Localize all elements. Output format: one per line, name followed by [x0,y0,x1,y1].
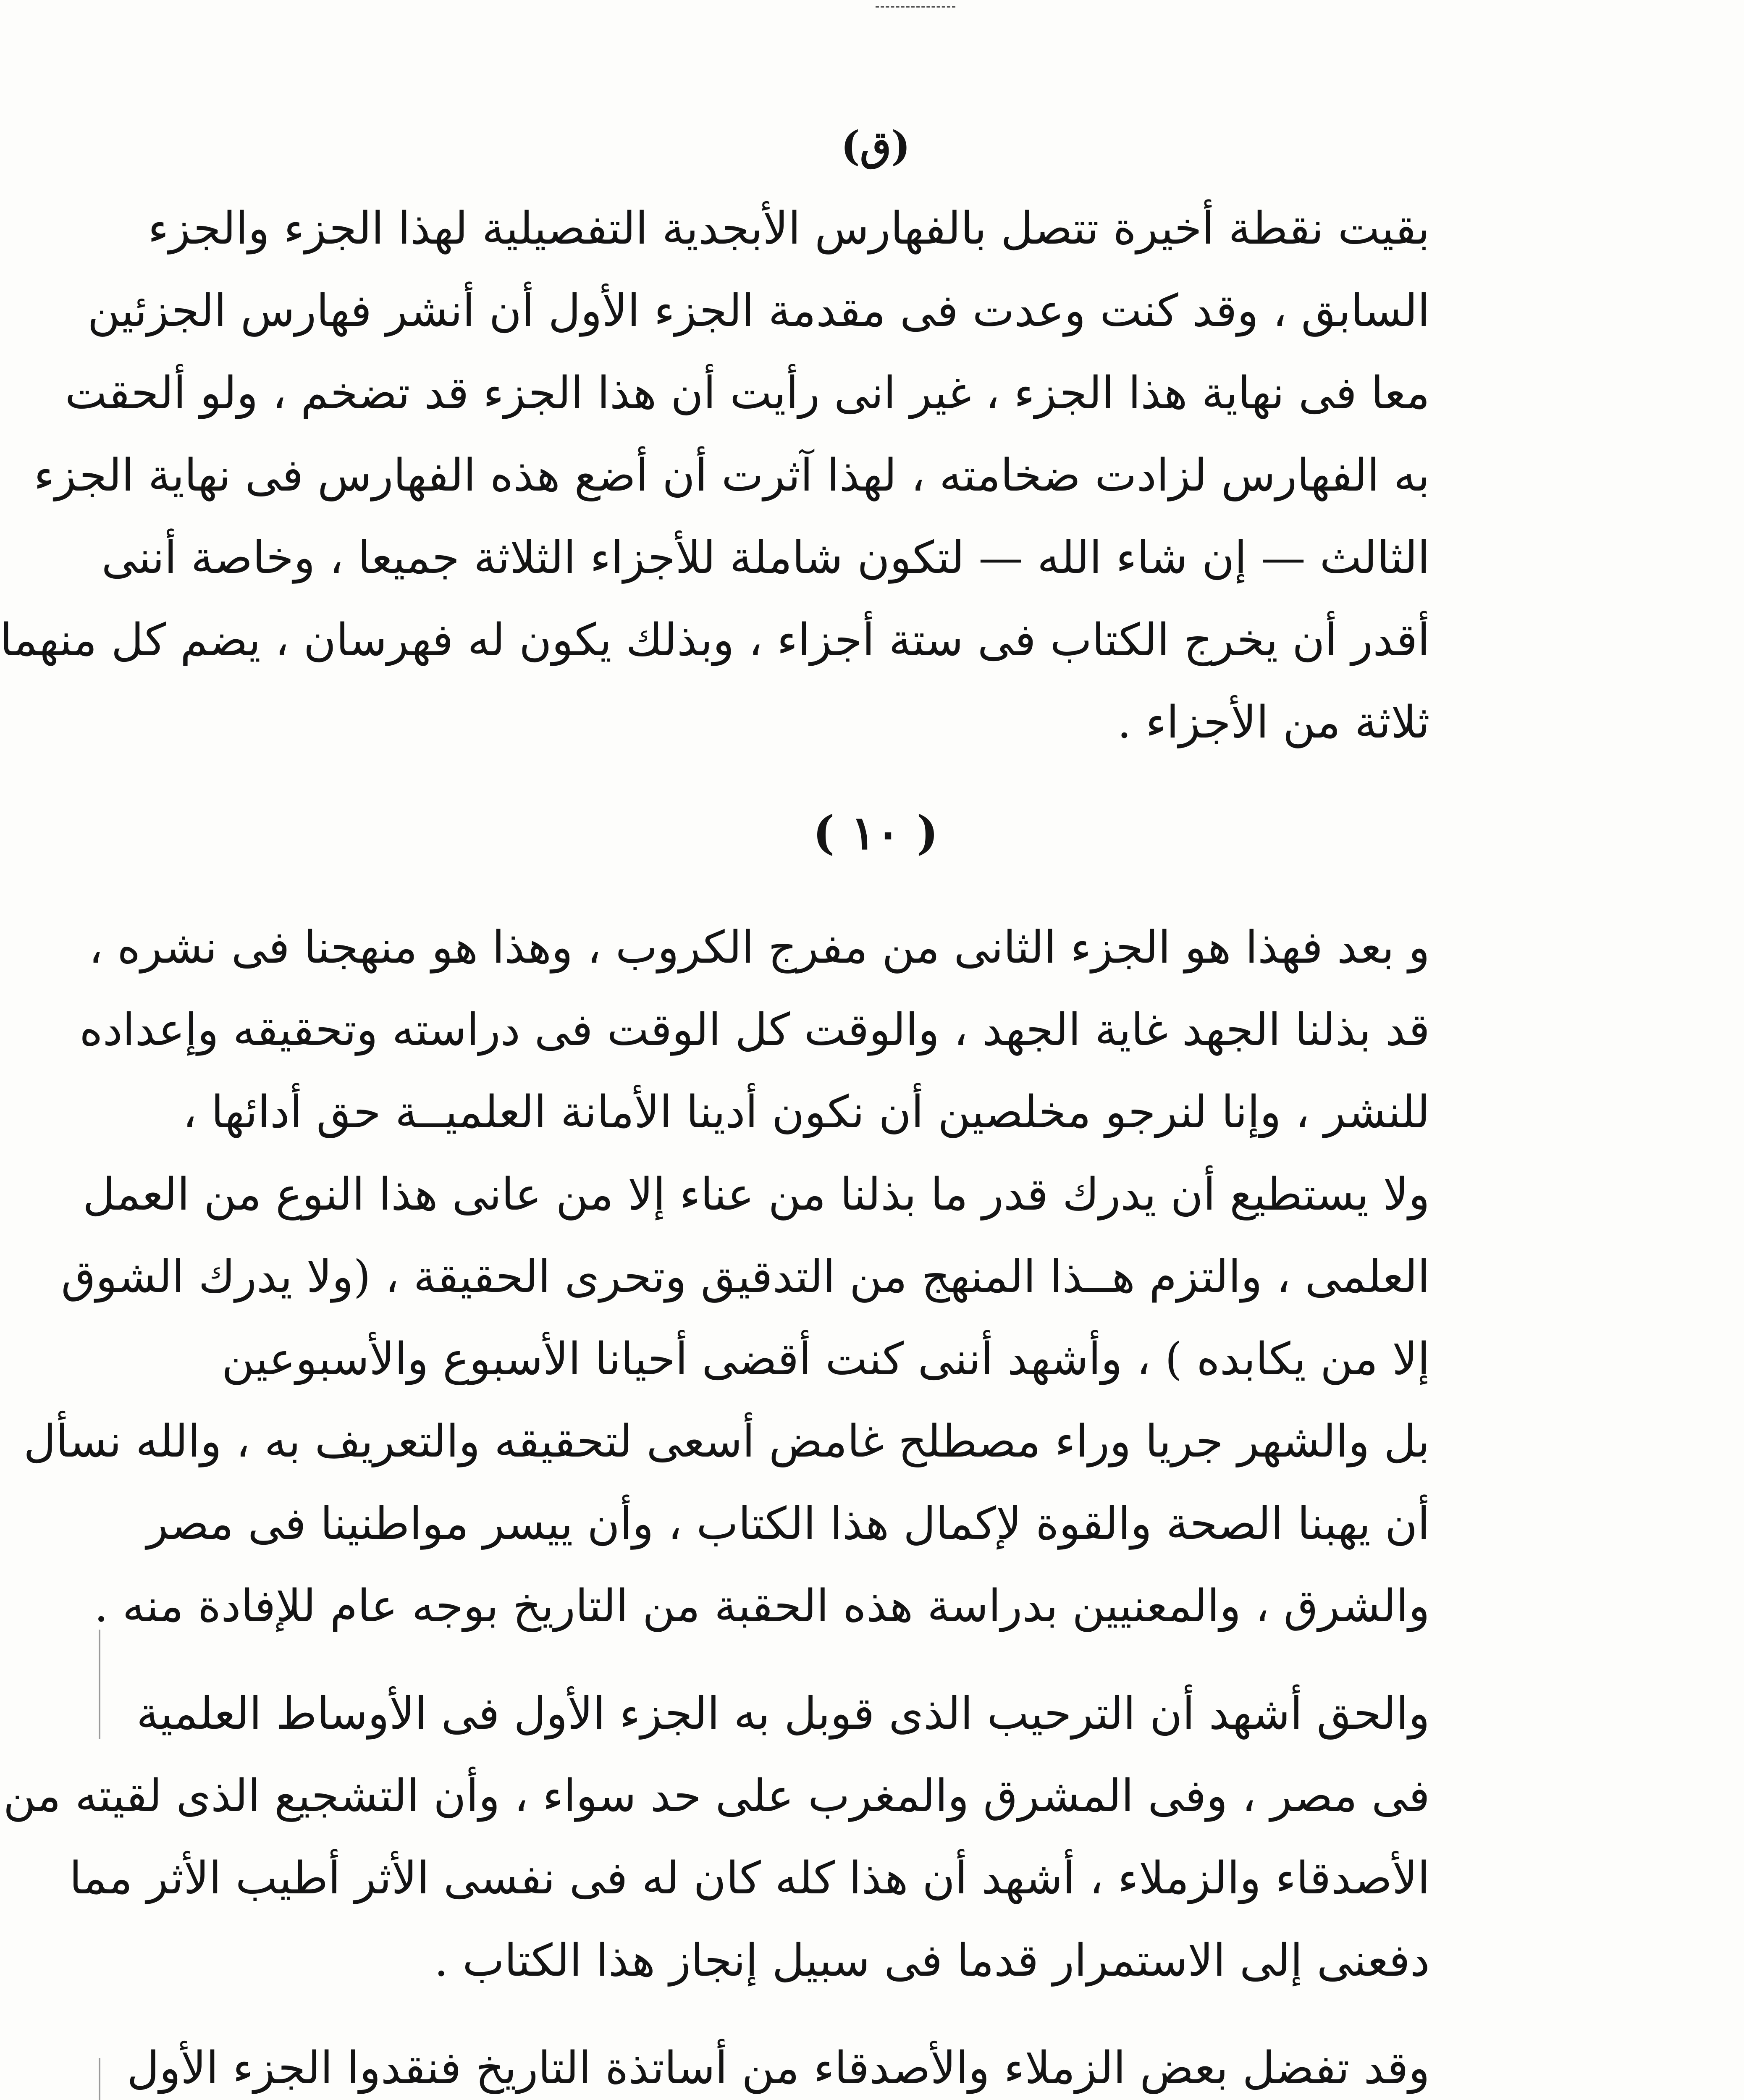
text-line: أن يهبنا الصحة والقوة لإكمال هذا الكتاب ، وأن ييسر مواطنينا فى مصر [147,1498,1430,1549]
text-line: و بعد فهذا هو الجزء الثانى من مفرج الكروب ، وهذا هو منهجنا فى نشره ، [89,921,1430,973]
text-line: به الفهارس لزادت ضخامته ، لهذا آثرت أن أضع هذه الفهارس فى نهاية الجزء [34,449,1430,501]
text-line: وقد تفضل بعض الزملاء والأصدقاء من أساتذة التاريخ فنقدوا الجزء الأول [127,2042,1430,2094]
paragraph-method [23,906,1430,1647]
text-line: إلا من يكابده ) ، وأشهد أننى كنت أقضى أحيانا الأسبوع والأسبوعين [221,1333,1430,1385]
text-line: ولا يستطيع أن يدرك قدر ما بذلنا من عناء إلا من عانى هذا النوع من العمل [82,1168,1430,1220]
top-page-rule [876,6,955,8]
text-line: ثلاثة من الأجزاء . [1117,696,1430,748]
scan-edge-line-lower [99,2058,100,2100]
text-line: فى مصر ، وفى المشرق والمغرب على حد سواء ، وأن التشجيع الذى لقيته من [3,1770,1430,1822]
book-page [0,122,1430,2100]
text-line: العلمى ، والتزم هــذا المنهج من التدقيق وتحرى الحقيقة ، (ولا يدرك الشوق [61,1251,1430,1302]
text-line: دفعنى إلى الاستمرار قدما فى سبيل إنجاز هذا الكتاب . [434,1935,1430,1986]
text-line: أقدر أن يخرج الكتاب فى ستة أجزاء ، وبذلك يكون له فهرسان ، يضم كل منهما [0,614,1430,666]
page-number: (ق) [841,122,910,170]
text-line: قد بذلنا الجهد غاية الجهد ، والوقت كل الوقت فى دراسته وتحقيقه وإعداده [79,1004,1430,1055]
text-line: بقيت نقطة أخيرة تتصل بالفهارس الأبجدية التفصيلية لهذا الجزء والجزء [148,202,1430,254]
text-line: معا فى نهاية هذا الجزء ، غير انى رأيت أن هذا الجزء قد تضخم ، ولو ألحقت [65,367,1430,419]
text-line: السابق ، وقد كنت وعدت فى مقدمة الجزء الأول أن أنشر فهارس الجزئين [87,285,1430,336]
text-line: بل والشهر جريا وراء مصطلح غامض أسعى لتحقيقه والتعريف به ، والله نسأل [23,1415,1430,1467]
text-line: والحق أشهد أن الترحيب الذى قوبل به الجزء الأول فى الأوساط العلمية [136,1688,1430,1739]
text-line: للنشر ، وإنا لنرجو مخلصين أن نكون أدينا الأمانة العلميــة حق أدائها ، [182,1086,1430,1138]
text-line: الثالث — إن شاء الله — لتكون شاملة للأجزاء الثلاثة جميعا ، وخاصة أننى [101,532,1430,583]
paragraph-critics [127,2027,1430,2100]
section-number: ( ١٠ ) [813,806,939,860]
paragraph-reception [3,1672,1430,2002]
paragraph-indexes [0,187,1430,764]
text-line: الأصدقاء والزملاء ، أشهد أن هذا كله كان له فى نفسى الأثر أطيب الأثر مما [69,1852,1430,1904]
text-line: والشرق ، والمعنيين بدراسة هذه الحقبة من التاريخ بوجه عام للإفادة منه . [94,1580,1430,1632]
